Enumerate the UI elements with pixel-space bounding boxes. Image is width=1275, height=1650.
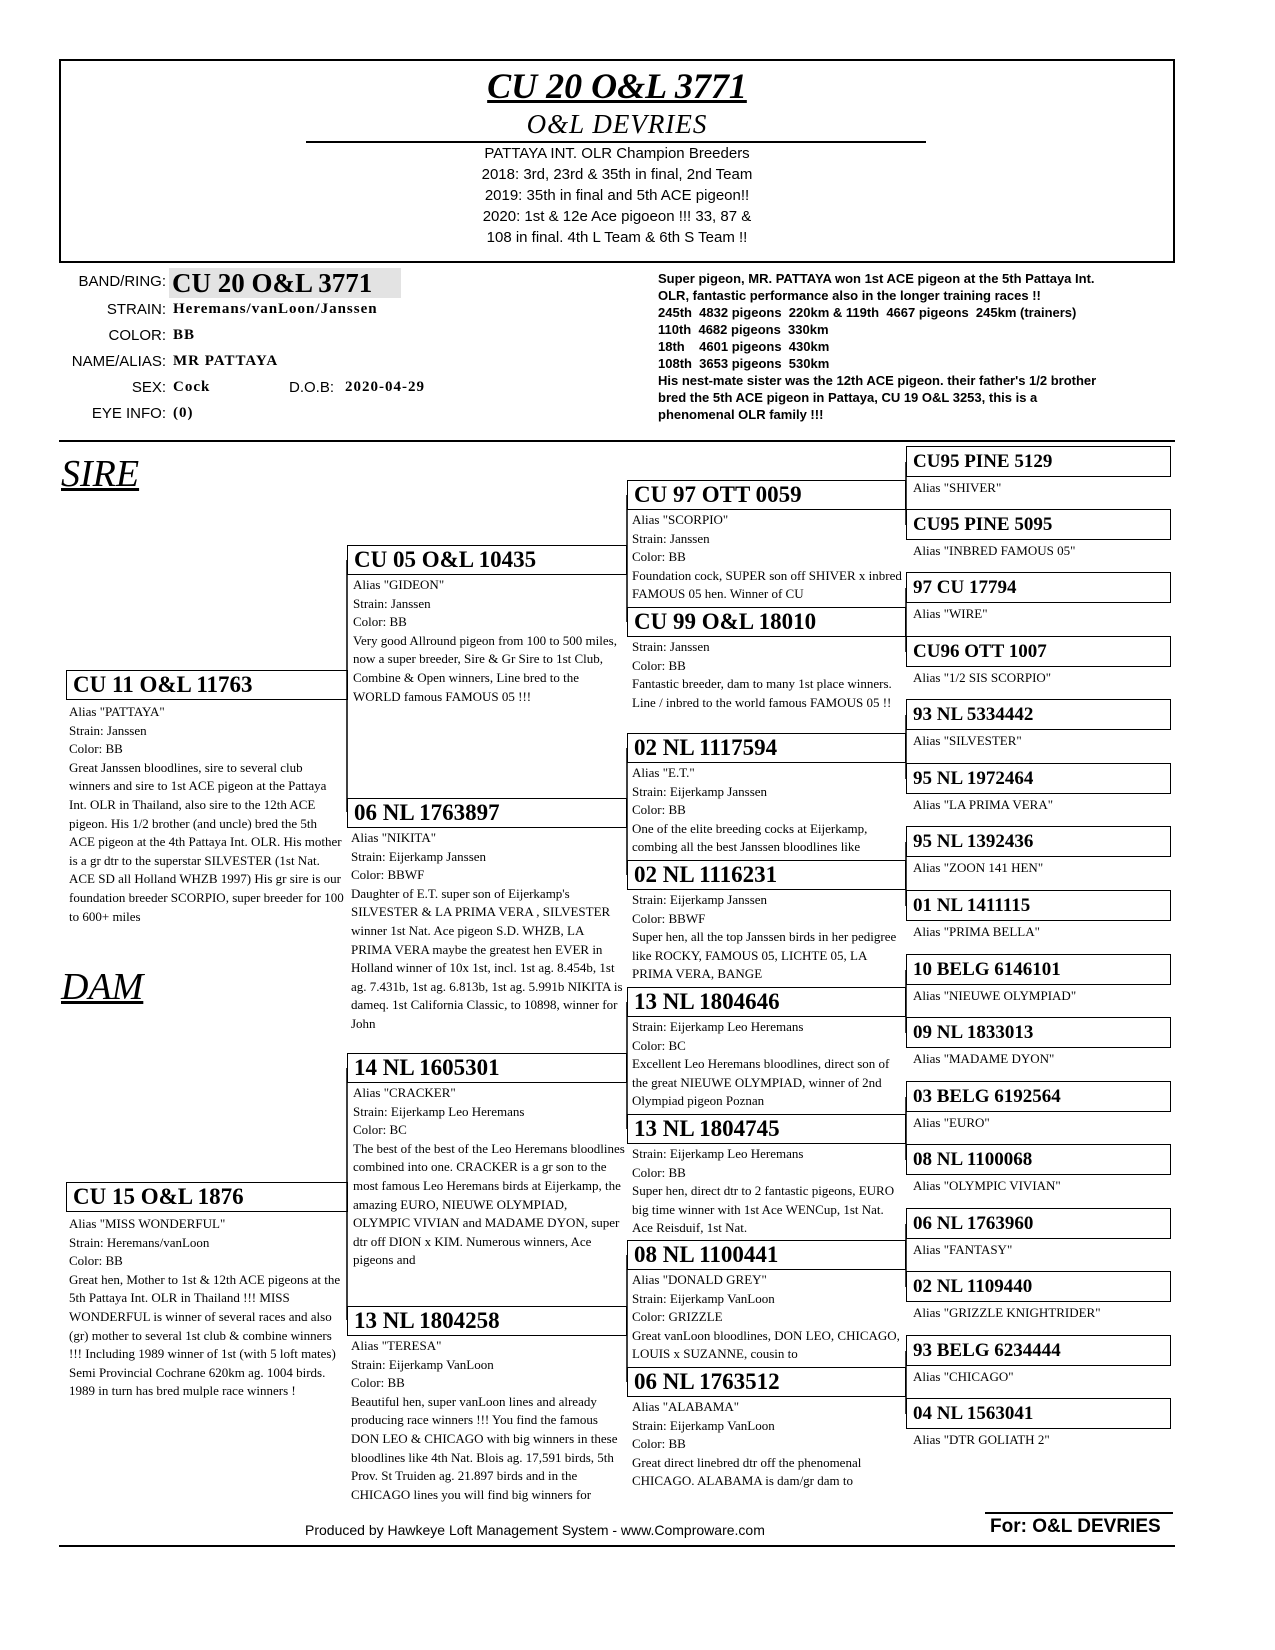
main-title: CU 20 O&L 3771 <box>487 66 747 106</box>
g4-band-16: 04 NL 1563041 <box>906 1398 1171 1429</box>
footer-divider <box>59 1545 1175 1547</box>
g4-band-8: 01 NL 1411115 <box>906 890 1171 921</box>
g3-info-4: Strain: Eijerkamp Janssen Color: BBWF Super hen, all the top Janssen birds in her pedigree like ROCKY, FAMOUS 05, LICHTE 05, LA PRIMA VERA, BANGE <box>632 892 897 982</box>
for-underline-top <box>985 1512 1173 1514</box>
g3-band-6: 13 NL 1804745 <box>627 1114 906 1144</box>
g4-band-2: CU95 PINE 5095 <box>906 509 1171 540</box>
g4-band-6: 95 NL 1972464 <box>906 763 1171 794</box>
for-label: For: O&L DEVRIES <box>990 1516 1161 1537</box>
dob-value: 2020-04-29 <box>345 379 425 395</box>
g2-band-3: 14 NL 1605301 <box>347 1053 627 1083</box>
sire-label: SIRE <box>61 453 140 495</box>
strain-label: STRAIN: <box>106 301 166 318</box>
g2-band-2: 06 NL 1763897 <box>347 798 627 828</box>
g4-alias-14: Alias "GRIZZLE KNIGHTRIDER" <box>913 1305 1101 1320</box>
g2-info-4: Alias "TERESA" Strain: Eijerkamp VanLoon Color: BB Beautiful hen, super vanLoon lines and already producing race winners !!! You find the famous DON LEO & CHICAGO with big winners in these bloodlines like 4th Nat. Blois ag. 17,591 birds, 5th Prov. St Truiden ag. 21.897 birds and in the CHICAGO lines you will find big winners for <box>351 1338 618 1502</box>
g4-band-10: 09 NL 1833013 <box>906 1017 1171 1048</box>
g4-alias-16: Alias "DTR GOLIATH 2" <box>913 1432 1050 1447</box>
description: Super pigeon, MR. PATTAYA won 1st ACE pigeon at the 5th Pattaya Int. OLR, fantastic performance also in the longer training races !! 245th 4832 pigeons 220km & 119th 4667 pigeons 245km (trainers) 110th 4682 pigeons 330km 18th 4601 pigeons 430km 108th 3653 pigeons 530km His nest-mate sister was the 12th ACE pigeon. their father's 1/2 brother bred the 5th ACE pigeon in Pattaya, CU 19 O&L 3253, this is a phenomenal OLR family !!! <box>658 271 1097 422</box>
sire-band: CU 11 O&L 11763 <box>66 670 348 700</box>
g4-alias-8: Alias "PRIMA BELLA" <box>913 924 1040 939</box>
g4-alias-2: Alias "INBRED FAMOUS 05" <box>913 543 1076 558</box>
g4-band-1: CU95 PINE 5129 <box>906 446 1171 477</box>
eye-value: (0) <box>173 405 194 421</box>
g3-band-1: CU 97 OTT 0059 <box>627 480 906 510</box>
sire-info: Alias "PATTAYA" Strain: Janssen Color: BB Great Janssen bloodlines, sire to several club winners and sire to 1st ACE pigeon at the Pattaya Int. OLR in Thailand, also sire to the 12th ACE pigeon. His 1/2 brother (and uncle) bred the 5th ACE pigeon at the 4th Pattaya Int. OLR. His mother is a gr dtr to the superstar SILVESTER (1st Nat. ACE SD all Holland WHZB 1997) His gr sire is our foundation breeder SCORPIO, super breeder for 100 to 600+ miles <box>69 704 344 924</box>
g4-band-14: 02 NL 1109440 <box>906 1271 1171 1302</box>
sex-label: SEX: <box>131 379 166 396</box>
sex-value: Cock <box>173 379 211 395</box>
produced-by: Produced by Hawkeye Loft Management System - www.Comproware.com <box>305 1522 765 1538</box>
g4-alias-15: Alias "CHICAGO" <box>913 1369 1014 1384</box>
g4-alias-10: Alias "MADAME DYON" <box>913 1051 1055 1066</box>
g3-band-7: 08 NL 1100441 <box>627 1240 906 1270</box>
g2-band-4: 13 NL 1804258 <box>347 1306 627 1336</box>
g4-alias-4: Alias "1/2 SIS SCORPIO" <box>913 670 1052 685</box>
g2-info-1: Alias "GIDEON" Strain: Janssen Color: BB Very good Allround pigeon from 100 to 500 miles, now a super breeder, Sire & Gr Sire to 1st Club, Combine & Open winners, Line bred to the WORLD famous FAMOUS 05 !!! <box>353 577 617 704</box>
name-value: MR PATTAYA <box>173 353 279 369</box>
g4-alias-11: Alias "EURO" <box>913 1115 990 1130</box>
g4-alias-13: Alias "FANTASY" <box>913 1242 1013 1257</box>
g3-band-3: 02 NL 1117594 <box>627 733 906 763</box>
color-value: BB <box>173 327 196 343</box>
strain-value: Heremans/vanLoon/Janssen <box>173 301 378 317</box>
g4-band-13: 06 NL 1763960 <box>906 1208 1171 1239</box>
g4-alias-3: Alias "WIRE" <box>913 606 988 621</box>
g4-band-11: 03 BELG 6192564 <box>906 1081 1171 1112</box>
g3-info-2: Strain: Janssen Color: BB Fantastic breeder, dam to many 1st place winners. Line / inbred to the world famous FAMOUS 05 !! <box>632 639 892 710</box>
g4-band-7: 95 NL 1392436 <box>906 826 1171 857</box>
g3-info-3: Alias "E.T." Strain: Eijerkamp Janssen Color: BB One of the elite breeding cocks at Eijerkamp, combing all the best Janssen bloodlines like <box>632 765 868 855</box>
g2-band-1: CU 05 O&L 10435 <box>347 545 627 575</box>
color-label: COLOR: <box>108 327 166 344</box>
g4-alias-5: Alias "SILVESTER" <box>913 733 1022 748</box>
header-line-2: 2018: 3rd, 23rd & 35th in final, 2nd Team <box>481 166 753 183</box>
name-label: NAME/ALIAS: <box>71 353 166 370</box>
dam-info: Alias "MISS WONDERFUL" Strain: Heremans/vanLoon Color: BB Great hen, Mother to 1st & 12th ACE pigeons at the 5th Pattaya Int. OLR in Thailand !!! MISS WONDERFUL is winner of several races and also (gr) mother to several 1st club & combine winners !!! Including 1989 winner of 1st (with 5 loft mates) Semi Provincial Cochrane 620km ag. 1004 birds. 1989 in turn has bred mulple race winners ! <box>69 1216 341 1399</box>
header-line-5: 108 in final. 4th L Team & 6th S Team !! <box>486 229 748 246</box>
g4-band-5: 93 NL 5334442 <box>906 699 1171 730</box>
dam-band: CU 15 O&L 1876 <box>66 1182 348 1212</box>
g4-band-4: CU96 OTT 1007 <box>906 636 1171 667</box>
g3-info-8: Alias "ALABAMA" Strain: Eijerkamp VanLoon Color: BB Great direct linebred dtr off the phenomenal CHICAGO. ALABAMA is dam/gr dam to <box>632 1399 862 1489</box>
g4-alias-9: Alias "NIEUWE OLYMPIAD" <box>913 988 1077 1003</box>
g3-info-5: Strain: Eijerkamp Leo Heremans Color: BC Excellent Leo Heremans bloodlines, direct son of the great NIEUWE OLYMPIAD, winner of 2nd Olympiad pigeon Poznan <box>632 1019 890 1109</box>
g3-info-7: Alias "DONALD GREY" Strain: Eijerkamp VanLoon Color: GRIZZLE Great vanLoon bloodlines, DON LEO, CHICAGO, LOUIS x SUZANNE, cousin to <box>632 1272 900 1362</box>
g4-band-15: 93 BELG 6234444 <box>906 1335 1171 1366</box>
band-label: BAND/RING: <box>78 273 166 290</box>
header-line-4: 2020: 1st & 12e Ace pigoeon !!! 33, 87 & <box>482 208 752 225</box>
header-line-1: PATTAYA INT. OLR Champion Breeders <box>484 145 750 162</box>
g4-alias-6: Alias "LA PRIMA VERA" <box>913 797 1054 812</box>
header-line-3: 2019: 35th in final and 5th ACE pigeon!! <box>484 187 750 204</box>
g4-alias-12: Alias "OLYMPIC VIVIAN" <box>913 1178 1061 1193</box>
g3-band-4: 02 NL 1116231 <box>627 860 906 890</box>
g4-band-3: 97 CU 17794 <box>906 572 1171 603</box>
dam-label: DAM <box>61 966 144 1008</box>
g4-alias-1: Alias "SHIVER" <box>913 480 1002 495</box>
g3-band-2: CU 99 O&L 18010 <box>627 607 906 637</box>
g4-band-12: 08 NL 1100068 <box>906 1144 1171 1175</box>
breeder-name: O&L DEVRIES <box>526 109 708 139</box>
eye-label: EYE INFO: <box>91 405 166 422</box>
g4-band-9: 10 BELG 6146101 <box>906 954 1171 985</box>
g4-alias-7: Alias "ZOON 141 HEN" <box>913 860 1044 875</box>
g2-info-2: Alias "NIKITA" Strain: Eijerkamp Janssen Color: BBWF Daughter of E.T. super son of Eijerkamp's SILVESTER & LA PRIMA VERA , SILVESTER winner 1st Nat. Ace pigeon S.D. WHZB, LA PRIMA VERA maybe the greatest hen EVER in Holland winner of 10x 1st, incl. 1st ag. 8.454b, 1st ag. 7.431b, 1st ag. 6.813b, 1st ag. 5.991b NIKITA is dameq. 1st California Classic, to 10898, winner for John <box>351 830 623 1031</box>
g3-info-6: Strain: Eijerkamp Leo Heremans Color: BB Super hen, direct dtr to 2 fantastic pigeons, EURO big time winner with 1st Ace WENCup, 1st Nat. Ace Reisduif, 1st Nat. <box>632 1146 895 1236</box>
g3-band-8: 06 NL 1763512 <box>627 1367 906 1397</box>
g3-band-5: 13 NL 1804646 <box>627 987 906 1017</box>
band-value: CU 20 O&L 3771 <box>169 268 401 298</box>
dob-label: D.O.B: <box>289 379 335 396</box>
g2-info-3: Alias "CRACKER" Strain: Eijerkamp Leo Heremans Color: BC The best of the best of the Leo Heremans bloodlines combined into one. CRACKER is a gr son to the most famous Leo Heremans birds at Eijerkamp, the amazing EURO, NIEUWE OLYMPIAD, OLYMPIC VIVIAN and MADAME DYON, super dtr off DION x KIM. Numerous winners, Ace pigeons and <box>353 1085 625 1268</box>
g3-info-1: Alias "SCORPIO" Strain: Janssen Color: BB Foundation cock, SUPER son off SHIVER x inbred FAMOUS 05 hen. Winner of CU <box>632 512 902 602</box>
